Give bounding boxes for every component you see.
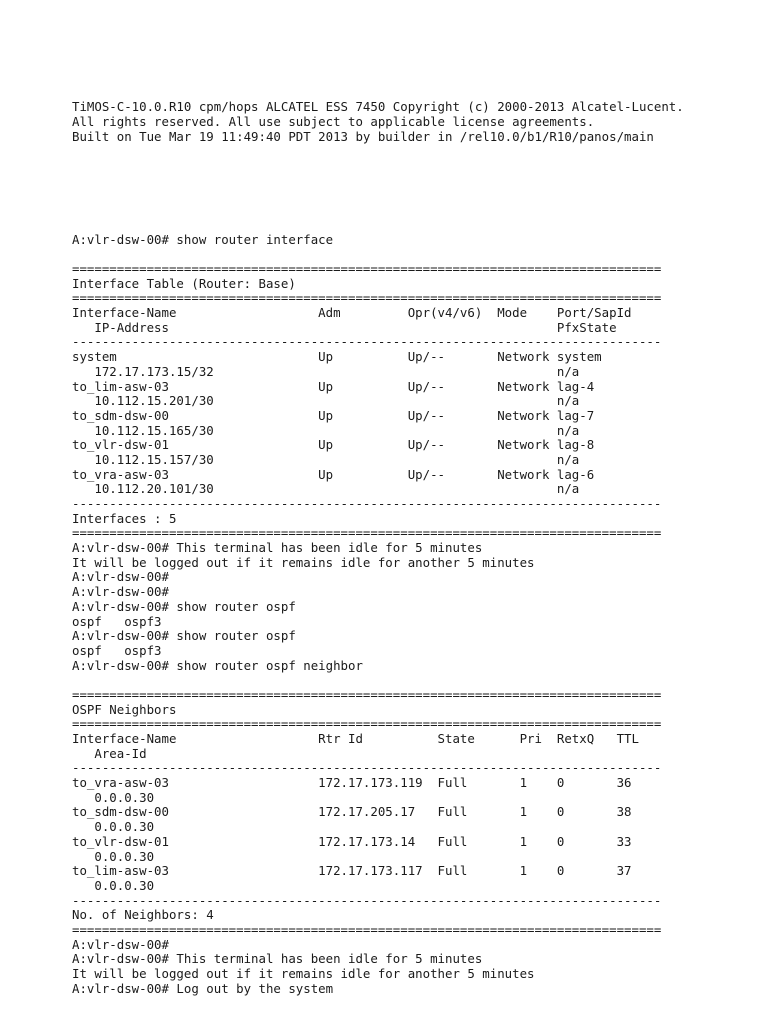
output-line: 10.112.15.165/30 n/a (72, 422, 580, 438)
command-prompt-line: A:vlr-dsw-00# show router interface (72, 231, 334, 247)
blank-line (72, 247, 752, 262)
command-prompt-line: A:vlr-dsw-00# Log out by the system (72, 980, 334, 996)
blank-line (72, 673, 752, 688)
output-line: to_sdm-dsw-00 172.17.205.17 Full 1 0 38 (72, 804, 632, 820)
single-separator-line: ------------------------------------------------------------------------------- (72, 496, 662, 511)
output-line: No. of Neighbors: 4 (72, 907, 214, 923)
blank-line (72, 218, 752, 233)
banner-line: TiMOS-C-10.0.R10 cpm/hops ALCATEL ESS 7450 Copyright (c) 2000-2013 Alcatel-Lucent. (72, 99, 684, 115)
blank-line (72, 203, 752, 218)
output-line: Interface Table (Router: Base) (72, 275, 296, 291)
output-line: 10.112.15.157/30 n/a (72, 451, 580, 467)
single-separator-line: ------------------------------------------------------------------------------- (72, 334, 662, 350)
command-prompt-line: A:vlr-dsw-00# (72, 584, 169, 600)
double-separator-line: =============================================================================== (72, 686, 662, 702)
output-line: 10.112.15.201/30 n/a (72, 393, 580, 409)
output-line: to_vra-asw-03 Up Up/-- Network lag-6 (72, 466, 595, 482)
command-prompt-line: A:vlr-dsw-00# This terminal has been idle for 5 minutes (72, 951, 483, 967)
output-line: OSPF Neighbors (72, 701, 177, 717)
output-line: Interface-Name Adm Opr(v4/v6) Mode Port/SapId (72, 305, 632, 321)
command-prompt-line: A:vlr-dsw-00# (72, 936, 169, 952)
output-line: system Up Up/-- Network system (72, 349, 602, 365)
single-separator-line: ------------------------------------------------------------------------------- (72, 892, 662, 908)
banner-line: All rights reserved. All use subject to applicable license agreements. (72, 114, 595, 130)
double-separator-line: =============================================================================== (72, 290, 662, 306)
output-line: 0.0.0.30 (72, 789, 155, 805)
output-line: 172.17.173.15/32 n/a (72, 363, 580, 379)
output-line: to_vlr-dsw-01 172.17.173.14 Full 1 0 33 (72, 833, 632, 849)
output-line: to_lim-asw-03 172.17.173.117 Full 1 0 37 (72, 863, 632, 879)
output-line: Interfaces : 5 (72, 510, 177, 526)
output-line: to_sdm-dsw-00 Up Up/-- Network lag-7 (72, 407, 595, 423)
output-line: to_vra-asw-03 172.17.173.119 Full 1 0 36 (72, 775, 632, 791)
command-prompt-line: A:vlr-dsw-00# show router ospf (72, 598, 296, 614)
blank-line (72, 174, 752, 189)
output-line: 0.0.0.30 (72, 848, 155, 864)
command-prompt-line: A:vlr-dsw-00# show router ospf (72, 628, 296, 644)
output-line: It will be logged out if it remains idle for another 5 minutes (72, 966, 535, 981)
double-separator-line: =============================================================================== (72, 716, 662, 732)
double-separator-line: =============================================================================== (72, 921, 662, 937)
output-line: 10.112.20.101/30 n/a (72, 481, 580, 497)
double-separator-line: =============================================================================== (72, 261, 662, 276)
terminal-banner (72, 100, 752, 144)
output-line: to_lim-asw-03 Up Up/-- Network lag-4 (72, 378, 595, 394)
output-line: ospf ospf3 (72, 642, 162, 658)
terminal-output (72, 71, 752, 1011)
double-separator-line: =============================================================================== (72, 525, 662, 541)
blank-line (72, 189, 752, 204)
output-line: Interface-Name Rtr Id State Pri RetxQ TTL (72, 731, 639, 746)
terminal-session (72, 174, 752, 997)
output-line: Area-Id (72, 745, 147, 761)
output-line: ospf ospf3 (72, 613, 162, 629)
single-separator-line: ------------------------------------------------------------------------------- (72, 760, 662, 776)
output-line: IP-Address PfxState (72, 319, 617, 335)
output-line: It will be logged out if it remains idle for another 5 minutes (72, 554, 535, 570)
command-prompt-line: A:vlr-dsw-00# This terminal has been idle for 5 minutes (72, 540, 483, 556)
command-prompt-line: A:vlr-dsw-00# show router ospf neighbor (72, 657, 363, 673)
output-line: to_vlr-dsw-01 Up Up/-- Network lag-8 (72, 437, 595, 453)
banner-line: Built on Tue Mar 19 11:49:40 PDT 2013 by builder in /rel10.0/b1/R10/panos/main (72, 128, 654, 144)
command-prompt-line: A:vlr-dsw-00# (72, 569, 169, 585)
output-line: 0.0.0.30 (72, 877, 155, 893)
output-line: 0.0.0.30 (72, 819, 155, 835)
